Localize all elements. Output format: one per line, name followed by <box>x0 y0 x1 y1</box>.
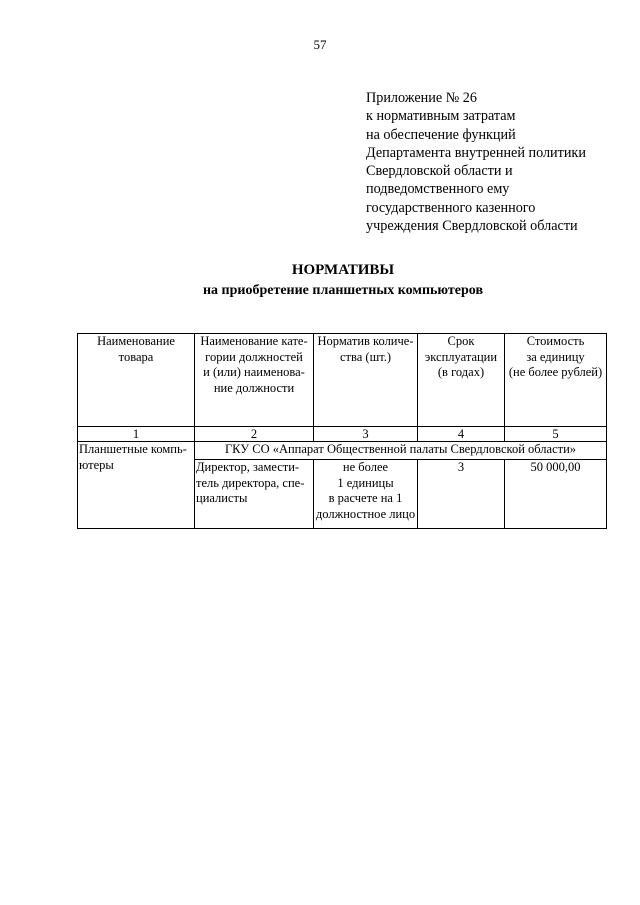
header-quantity-norm: Норматив количе- ства (шт.) <box>314 334 418 427</box>
appendix-line: подведомственного ему <box>366 181 510 198</box>
column-number: 1 <box>78 427 195 442</box>
appendix-line: Свердловской области и <box>366 163 513 180</box>
appendix-line: Приложение № 26 <box>366 90 477 106</box>
header-product-name: Наименование товара <box>78 334 195 427</box>
column-number: 2 <box>195 427 314 442</box>
quantity-cell: не более 1 единицы в расчете на 1 должностное лицо <box>314 460 418 529</box>
organization-cell: ГКУ СО «Аппарат Общественной палаты Свердловской области» <box>195 442 607 460</box>
page-number: 57 <box>313 37 327 52</box>
column-number: 3 <box>314 427 418 442</box>
norms-table <box>77 333 607 529</box>
header-position-category: Наименование кате- гории должностей и (или) наименова- ние должности <box>195 334 314 427</box>
product-cell: Планшетные компь- ютеры <box>78 442 195 529</box>
document-subtitle: на приобретение планшетных компьютеров <box>202 283 484 298</box>
appendix-line: на обеспечение функций <box>366 126 516 143</box>
appendix-line: к нормативным затратам <box>366 108 516 125</box>
position-cell: Директор, замести- тель директора, спе- циалисты <box>195 460 314 529</box>
service-life-cell: 3 <box>418 460 505 529</box>
header-unit-cost: Стоимость за единицу (не более рублей) <box>505 334 607 427</box>
column-number: 4 <box>418 427 505 442</box>
appendix-line: Департамента внутренней политики <box>366 144 586 161</box>
header-service-life: Срок эксплуатации (в годах) <box>418 334 505 427</box>
cost-cell: 50 000,00 <box>505 460 607 529</box>
appendix-line: государственного казенного <box>366 199 536 216</box>
appendix-line: учреждения Свердловской области <box>366 218 578 235</box>
column-number: 5 <box>505 427 607 442</box>
organization-row <box>78 442 607 460</box>
column-number-row <box>78 427 607 442</box>
table-header-row <box>78 334 607 427</box>
appendix-block <box>366 89 626 235</box>
document-title: НОРМАТИВЫ <box>291 262 395 278</box>
